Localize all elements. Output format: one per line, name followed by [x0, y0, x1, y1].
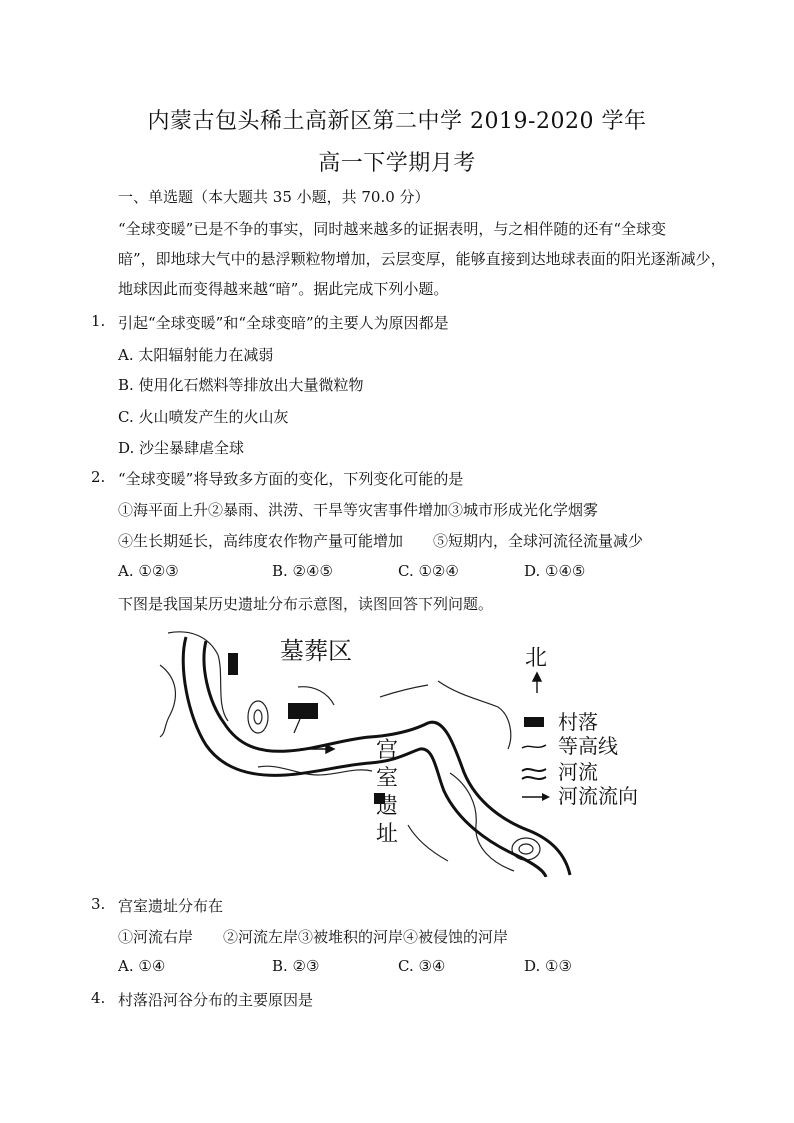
- q4-stem: 村落沿河谷分布的主要原因是: [118, 991, 314, 1009]
- exam-title-line2: 高一下学期月考: [318, 151, 476, 176]
- legend-contour-icon: [522, 745, 546, 748]
- q1-option-b: B. 使用化石燃料等排放出大量微粒物: [118, 376, 364, 394]
- q3-option-b: B. ②③: [272, 957, 320, 975]
- q3-items: ①河流右岸 ②河流左岸③被堆积的河岸④被侵蚀的河岸: [118, 928, 509, 946]
- tomb-area-label: 墓葬区: [280, 637, 352, 665]
- q1-number: 1.: [91, 312, 106, 330]
- q1-option-a: A. 太阳辐射能力在减弱: [118, 346, 274, 364]
- q3-option-d: D. ①③: [524, 957, 572, 975]
- passage1-line1: “全球变暖”已是不争的事实，同时越来越多的证据表明，与之相伴随的还有“全球变: [118, 220, 667, 238]
- q2-stem: “全球变暖”将导致多方面的变化，下列变化可能的是: [118, 470, 464, 488]
- q3-option-a: A. ①④: [118, 957, 166, 975]
- village-marker: [288, 703, 318, 719]
- passage2: 下图是我国某历史遗址分布示意图，读图回答下列问题。: [118, 595, 494, 613]
- palace-label-char3: 遗: [376, 794, 399, 819]
- legend-flow-arrowhead: [542, 793, 550, 801]
- legend-river-icon: [522, 769, 546, 779]
- palace-label-char1: 宫: [376, 738, 399, 763]
- q2-option-a: A. ①②③: [118, 562, 179, 580]
- q1-option-c: C. 火山喷发产生的火山灰: [118, 408, 289, 426]
- passage1-line3: 地球因此而变得越来越“暗”。据此完成下列小题。: [118, 280, 449, 298]
- north-label: 北: [525, 646, 548, 671]
- q2-option-d: D. ①④⑤: [524, 562, 586, 580]
- q2-number: 2.: [91, 468, 106, 486]
- legend-flow-label: 河流流向: [558, 784, 638, 808]
- q1-stem: 引起“全球变暖”和“全球变暗”的主要人为原因都是: [118, 314, 449, 332]
- q3-option-c: C. ③④: [398, 957, 446, 975]
- q1-option-d: D. 沙尘暴肆虐全球: [118, 439, 245, 457]
- q4-number: 4.: [91, 989, 106, 1007]
- exam-title-line1: 内蒙古包头稀土高新区第二中学 2019-2020 学年: [147, 109, 647, 134]
- legend: [522, 710, 638, 808]
- historic-site-map: [158, 625, 658, 877]
- palace-label-char4: 址: [376, 822, 399, 847]
- legend-village-icon: [524, 717, 544, 727]
- village-marker: [228, 653, 238, 675]
- village-leader-line: [294, 719, 300, 733]
- section-heading: 一、单选题（本大题共 35 小题，共 70.0 分）: [118, 188, 430, 206]
- palace-label-char2: 室: [376, 766, 399, 791]
- passage1-line2: 暗”，即地球大气中的悬浮颗粒物增加，云层变厚，能够直接到达地球表面的阳光逐渐减少，: [118, 250, 726, 268]
- north-arrow-icon: [533, 673, 541, 693]
- q2-items-line2: ④生长期延长，高纬度农作物产量可能增加 ⑤短期内，全球河流径流量减少: [118, 532, 644, 550]
- legend-contour-label: 等高线: [558, 734, 618, 758]
- q2-option-c: C. ①②④: [398, 562, 459, 580]
- q2-option-b: B. ②④⑤: [272, 562, 333, 580]
- legend-river-label: 河流: [558, 760, 598, 784]
- legend-village-label: 村落: [558, 710, 598, 734]
- q3-stem: 宫室遗址分布在: [118, 897, 224, 915]
- q2-items-line1: ①海平面上升②暴雨、洪涝、干旱等灾害事件增加③城市形成光化学烟雾: [118, 501, 599, 519]
- q3-number: 3.: [91, 895, 106, 913]
